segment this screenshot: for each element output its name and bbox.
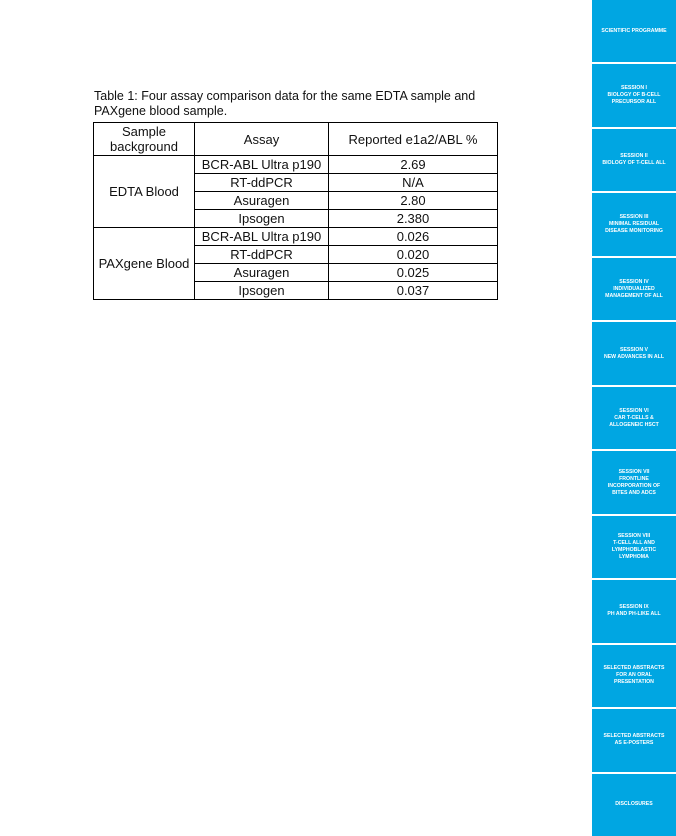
sidebar-item-session-1[interactable]: SESSION I BIOLOGY OF B-CELL PRECURSOR ALL [592, 64, 676, 128]
header-sample-background: Sample background [94, 123, 195, 156]
assay-cell: Ipsogen [195, 210, 329, 228]
assay-cell: RT-ddPCR [195, 174, 329, 192]
sidebar-item-session-3[interactable]: SESSION III MINIMAL RESIDUAL DISEASE MONITORING [592, 193, 676, 257]
table-caption: Table 1: Four assay comparison data for the same EDTA sample and PAXgene blood sample. [94, 89, 476, 118]
value-cell: 2.69 [329, 156, 498, 174]
assay-cell: Ipsogen [195, 282, 329, 300]
sidebar-item-e-posters[interactable]: SELECTED ABSTRACTS AS E-POSTERS [592, 709, 676, 773]
table-row [94, 156, 498, 174]
assay-cell: RT-ddPCR [195, 246, 329, 264]
assay-comparison-table [93, 122, 498, 300]
assay-cell: Asuragen [195, 192, 329, 210]
value-cell: N/A [329, 174, 498, 192]
value-cell: 2.380 [329, 210, 498, 228]
sidebar-item-session-8[interactable]: SESSION VIII T-CELL ALL AND LYMPHOBLASTIC LYMPHOMA [592, 516, 676, 580]
section-sidebar [592, 0, 676, 836]
assay-cell: Asuragen [195, 264, 329, 282]
sidebar-item-oral-abstracts[interactable]: SELECTED ABSTRACTS FOR AN ORAL PRESENTATION [592, 645, 676, 709]
header-reported-value: Reported e1a2/ABL % [329, 123, 498, 156]
value-cell: 2.80 [329, 192, 498, 210]
sidebar-item-session-7[interactable]: SESSION VII FRONTLINE INCORPORATION OF BITES AND ADCS [592, 451, 676, 515]
sidebar-item-disclosures[interactable]: DISCLOSURES [592, 774, 676, 836]
header-assay: Assay [195, 123, 329, 156]
sidebar-item-session-6[interactable]: SESSION VI CAR T-CELLS & ALLOGENEIC HSCT [592, 387, 676, 451]
value-cell: 0.026 [329, 228, 498, 246]
table-header-row [94, 123, 498, 156]
value-cell: 0.025 [329, 264, 498, 282]
value-cell: 0.037 [329, 282, 498, 300]
sidebar-item-session-9[interactable]: SESSION IX PH AND PH-LIKE ALL [592, 580, 676, 644]
value-cell: 0.020 [329, 246, 498, 264]
table-row [94, 228, 498, 246]
sidebar-item-scientific-programme[interactable]: SCIENTIFIC PROGRAMME [592, 0, 676, 64]
sidebar-item-session-5[interactable]: SESSION V NEW ADVANCES IN ALL [592, 322, 676, 386]
group-background-edta: EDTA Blood [94, 156, 195, 228]
assay-cell: BCR-ABL Ultra p190 [195, 228, 329, 246]
sidebar-item-session-4[interactable]: SESSION IV INDIVIDUALIZED MANAGEMENT OF ALL [592, 258, 676, 322]
group-background-paxgene: PAXgene Blood [94, 228, 195, 300]
sidebar-item-session-2[interactable]: SESSION II BIOLOGY OF T-CELL ALL [592, 129, 676, 193]
assay-cell: BCR-ABL Ultra p190 [195, 156, 329, 174]
